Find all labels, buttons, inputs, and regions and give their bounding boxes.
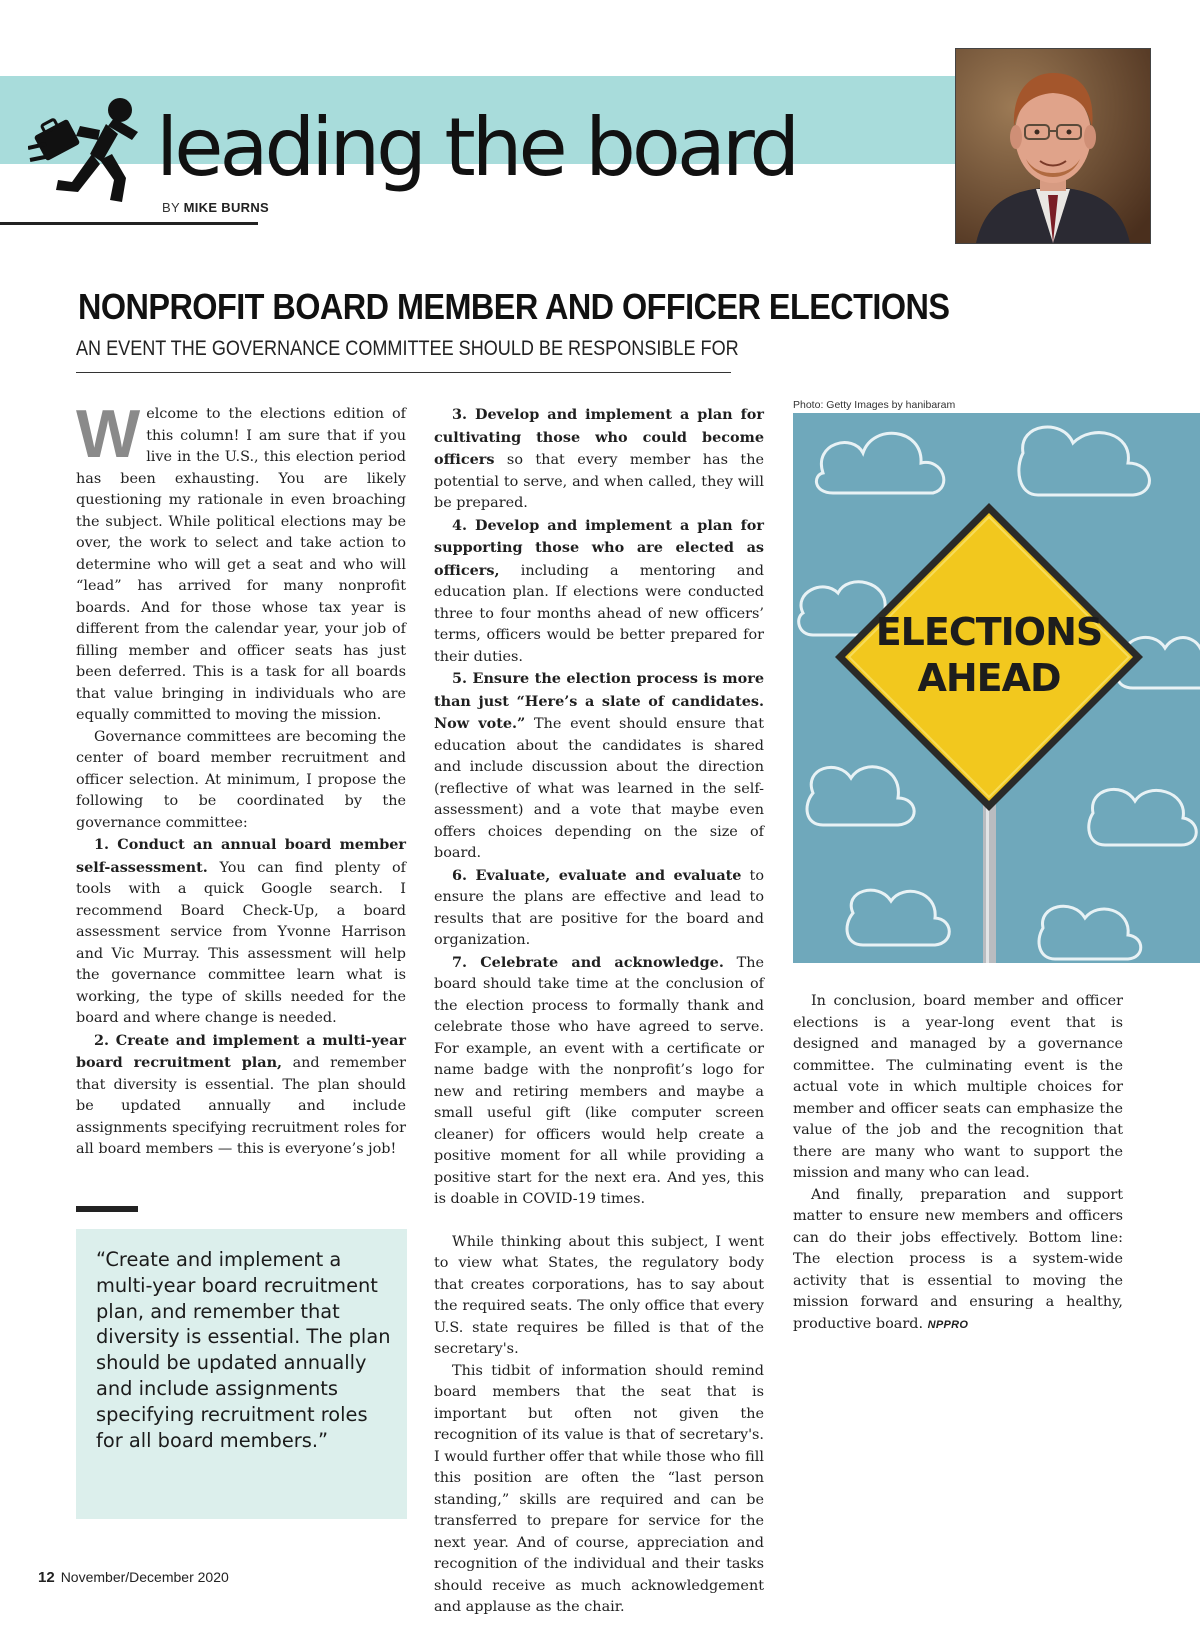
list-item-1-text: You can find plenty of tools with a quick Google search. I recommend Board Check-Up, a board assessment service from Yvonne Harrison and Vic Murray. This assessment will help the governance committee learn what is working, the type of skills needed for the board and where change is needed.: [76, 859, 406, 1026]
list-item-5-heading: 5. Ensure the election process is more than just “Here’s a slate of candidates. Now vote.”: [434, 670, 764, 732]
drop-cap: W: [76, 396, 141, 472]
list-item-4-heading: 4. Develop and implement a plan for supporting those who are elected as officers,: [434, 516, 764, 579]
issue-date: November/December 2020: [60, 1569, 229, 1585]
list-item-5: [434, 668, 764, 865]
list-item-7-heading: 7. Celebrate and acknowledge.: [452, 953, 724, 971]
governance-paragraph: Governance committees are becoming the center of board member recruitment and officer selection. At minimum, I propose the following to be coordinated by the governance committee:: [76, 728, 406, 831]
article-column-3: [793, 991, 1123, 1336]
list-item-5-text: The event should ensure that education about the candidates is shared and include discussion about the direction (reflective of what was learned in the self-assessment) and a vote that maybe even offers choices depending on the size of board.: [434, 716, 765, 861]
conclusion-paragraph: In conclusion, board member and officer elections is a year-long event that is designed and managed by a governance committee. The culminating event is the actual vote in which multiple choices for member and officer seats can emphasize the value of the job and the recognition that there are many who want to support the mission and many who can lead.: [793, 993, 1123, 1181]
byline-prefix: BY: [162, 200, 180, 215]
list-item-1-heading: 1. Conduct an annual board member self-assessment.: [76, 836, 406, 876]
list-item-2-heading: 2. Create and implement a multi-year board recruitment plan,: [76, 1031, 406, 1071]
photo-credit: Photo: Getty Images by hanibaram: [793, 399, 956, 411]
list-item-3-text: so that every member has the potential to serve, and when called, they will be prepared.: [434, 452, 764, 511]
article-column-1: [76, 396, 406, 1161]
list-item-2: [76, 1030, 406, 1161]
list-item-6: [434, 865, 764, 952]
list-item-1: [76, 834, 406, 1030]
paragraph-gap: [434, 1211, 764, 1232]
tidbit-paragraph: This tidbit of information should remind board members that the seat that is important but often not given the recognition of its value is that of secretary's. I would further offer that while those who fill this position are often the “last person standing,” skills are required and can be transferred to prepare for service for the next year. And of course, appreciation and recognition of the individual and their tasks should receive as much acknowledgement and applause as the chair.: [434, 1362, 764, 1615]
sign-text-line-2: AHEAD: [917, 656, 1061, 700]
running-businessman-icon: [28, 96, 150, 206]
intro-text: elcome to the elections edition of this column! I am sure that if you live in the U.S., this election period has been exhausting. You are likely questioning my rationale in even broaching the subject. While political elections may be over, the work to select and take action to determine who will get a seat and who will “lead” has arrived for many nonprofit boards. And for those whose tax year is different from the calendar year, your job of filling member and officer seats has just been deferred. This is a task for all boards that value bringing in individuals who are equally committed to moving the mission.: [76, 406, 406, 723]
pullquote-box: [76, 1229, 407, 1519]
list-item-7-text: The board should take time at the conclusion of the election process to formally thank and celebrate those who have agreed to serve. For example, an event with a certificate or name badge with the nonprofit’s logo for new and retiring members and maybe a small useful gift (like computer screen cleaner) for officers would help create a positive moment for all while providing a positive start for the next era. And yes, this is doable in COVID-19 times.: [434, 954, 764, 1207]
elections-ahead-photo: [793, 413, 1200, 963]
finally-paragraph: [793, 1185, 1123, 1337]
article-subhead: AN EVENT THE GOVERNANCE COMMITTEE SHOULD BE RESPONSIBLE FOR: [76, 337, 739, 360]
list-item-3: [434, 404, 764, 515]
finally-text: And finally, preparation and support matter to ensure new members and officers can do their jobs effectively. Bottom line: The election process is a system-wide activity that is essential to moving the mission forward and ensuring a healthy, productive board.: [793, 1186, 1123, 1332]
intro-paragraph: [76, 396, 406, 727]
author-portrait: [955, 48, 1151, 244]
subhead-rule: [76, 372, 731, 373]
author-name: MIKE BURNS: [183, 200, 269, 215]
list-item-7: [434, 952, 764, 1211]
sign-text-line-1: ELECTIONS: [875, 610, 1103, 654]
list-item-6-heading: 6. Evaluate, evaluate and evaluate: [452, 866, 742, 884]
article-column-2: [434, 404, 764, 1619]
signoff-mark: NPPRO: [927, 1318, 969, 1331]
byline-rule: [0, 222, 258, 225]
list-item-6-text: to ensure the plans are effective and lead to results that are positive for the board and organization.: [434, 867, 764, 948]
list-item-4-text: including a mentoring and education plan. If elections were conducted three to four months ahead of new officers’ terms, officers would be better prepared for their duties.: [434, 562, 764, 665]
page-footer: [38, 1569, 229, 1586]
section-title: leading the board: [156, 101, 797, 194]
pullquote-text: “Create and implement a multi-year board recruitment plan, and remember that diversity is essential. The plan should be updated annually and include assignments specifying recruitment roles for all board members.”: [96, 1248, 391, 1452]
page-number: 12: [38, 1569, 55, 1586]
list-item-3-heading: 3. Develop and implement a plan for cultivating those who could become officers: [434, 406, 764, 468]
byline: [162, 200, 269, 215]
article-headline: NONPROFIT BOARD MEMBER AND OFFICER ELECTIONS: [78, 286, 950, 327]
list-item-4: [434, 515, 764, 669]
list-item-2-text: and remember that diversity is essential. The plan should be updated annually and include assignments specifying recruitment roles for all board members — this is everyone’s job!: [76, 1055, 406, 1157]
pullquote-rule: [76, 1206, 138, 1212]
states-paragraph: While thinking about this subject, I went to view what States, the regulatory body that creates corporations, has to say about the required seats. The only office that every U.S. state requires be filled is that of the secretary's.: [434, 1233, 764, 1357]
